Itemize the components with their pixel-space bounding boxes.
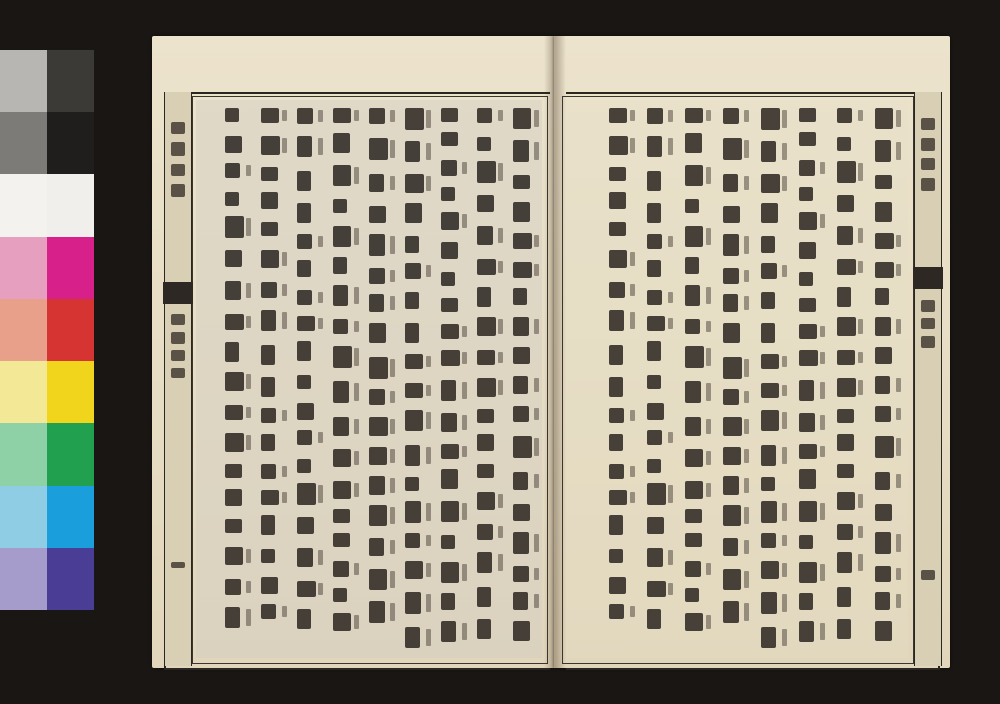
calibration-patch bbox=[0, 174, 47, 236]
calibration-patch bbox=[47, 486, 94, 548]
calibration-patch bbox=[0, 50, 47, 112]
text-column bbox=[378, 100, 379, 658]
left-text-block bbox=[196, 100, 542, 658]
text-column bbox=[522, 100, 523, 658]
text-column bbox=[694, 100, 695, 658]
text-column bbox=[656, 100, 657, 658]
right-strip-divider bbox=[913, 267, 943, 289]
text-column bbox=[414, 100, 415, 658]
calibration-patch bbox=[47, 548, 94, 610]
calibration-patch bbox=[0, 486, 47, 548]
calibration-patch bbox=[47, 237, 94, 299]
calibration-patch bbox=[0, 299, 47, 361]
calibration-patch bbox=[0, 548, 47, 610]
calibration-patch bbox=[47, 361, 94, 423]
calibration-patch bbox=[47, 50, 94, 112]
calibration-patch bbox=[0, 112, 47, 174]
calibration-patch bbox=[47, 423, 94, 485]
text-column bbox=[884, 100, 885, 658]
right-margin-title-strip bbox=[914, 92, 942, 666]
text-column bbox=[306, 100, 307, 658]
text-column bbox=[342, 100, 343, 658]
text-column bbox=[234, 100, 235, 658]
calibration-patch bbox=[0, 423, 47, 485]
text-column bbox=[450, 100, 451, 658]
text-column bbox=[846, 100, 847, 658]
open-book bbox=[152, 36, 952, 668]
right-text-block bbox=[566, 100, 908, 658]
left-margin-title-strip bbox=[164, 92, 192, 666]
text-column bbox=[486, 100, 487, 658]
text-column bbox=[732, 100, 733, 658]
text-column bbox=[618, 100, 619, 658]
text-column bbox=[770, 100, 771, 658]
calibration-patch bbox=[47, 299, 94, 361]
text-column bbox=[808, 100, 809, 658]
text-column bbox=[270, 100, 271, 658]
calibration-patch bbox=[47, 112, 94, 174]
calibration-patch bbox=[0, 237, 47, 299]
color-calibration-chart bbox=[0, 50, 94, 610]
left-strip-divider bbox=[163, 282, 193, 304]
calibration-patch bbox=[47, 174, 94, 236]
calibration-patch bbox=[0, 361, 47, 423]
